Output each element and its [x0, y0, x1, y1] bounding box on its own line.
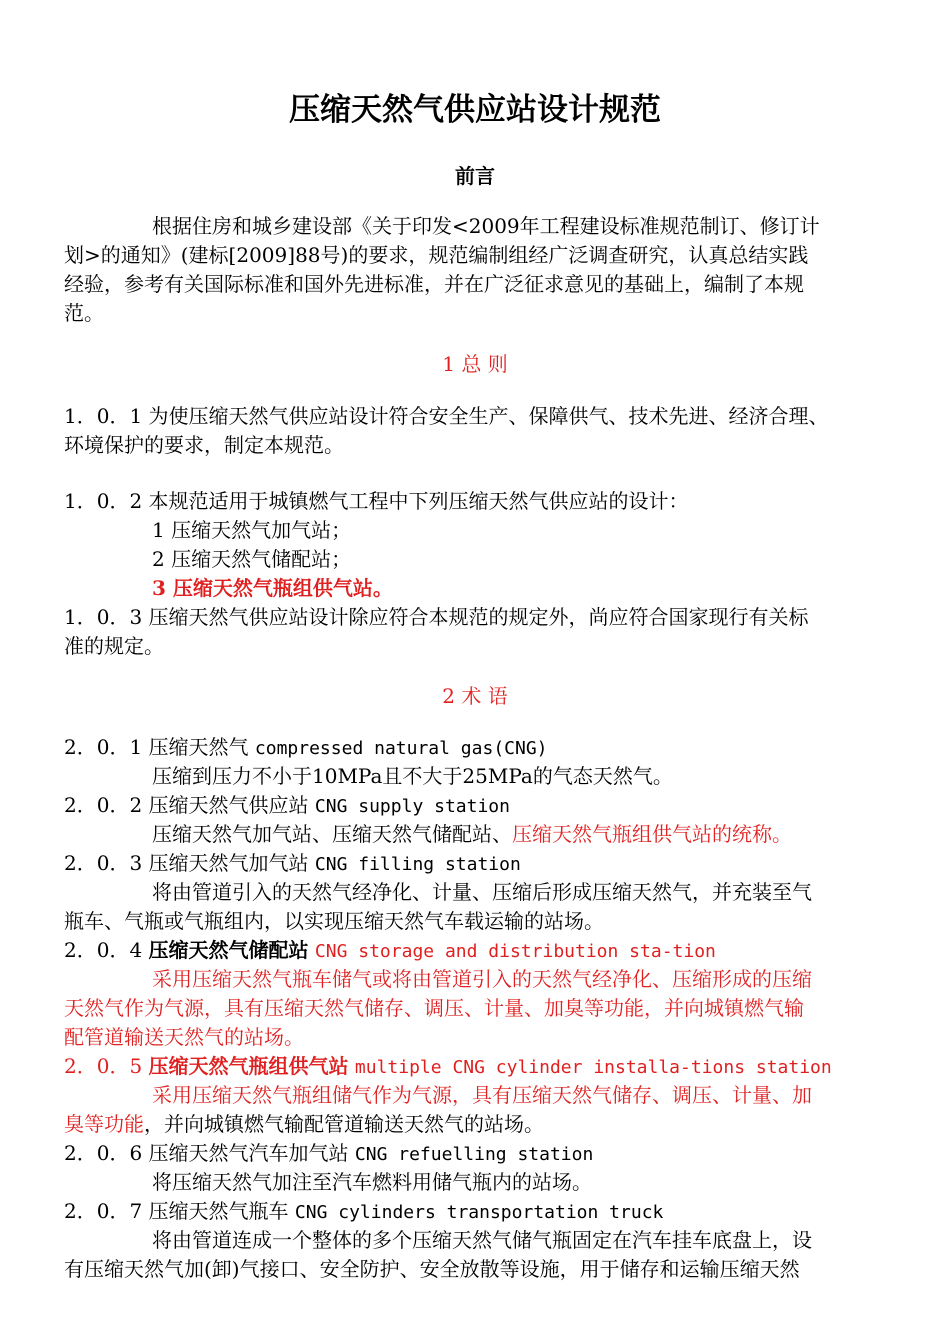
- list-item: 1 压缩天然气加气站；: [152, 518, 352, 542]
- term-definition: 将压缩天然气加注至汽车燃料用储气瓶内的站场。: [152, 1170, 592, 1194]
- preface-line: 经验，参考有关国际标准和国外先进标准，并在广泛征求意见的基础上，编制了本规: [64, 272, 804, 296]
- term-2-0-2: [64, 791, 510, 821]
- term-number: 2．0．2: [64, 793, 143, 817]
- term-definition: 采用压缩天然气瓶车储气或将由管道引入的天然气经净化、压缩形成的压缩: [152, 967, 812, 991]
- term-definition: [64, 1110, 544, 1139]
- clause-1-0-2: 1．0．2 本规范适用于城镇燃气工程中下列压缩天然气供应站的设计：: [64, 489, 689, 513]
- document-title: 压缩天然气供应站设计规范: [289, 92, 661, 128]
- term-en: CNG storage and distribution sta-tion: [314, 941, 716, 962]
- term-2-0-6: [64, 1139, 593, 1169]
- list-item: 2 压缩天然气储配站；: [152, 547, 352, 571]
- preface-line: 根据住房和城乡建设部《关于印发<2009年工程建设标准规范制订、修订计: [152, 214, 820, 238]
- term-number: 2．0．7: [64, 1199, 143, 1223]
- term-definition: 采用压缩天然气瓶组储气作为气源，具有压缩天然气储存、调压、计量、加: [152, 1083, 812, 1107]
- clause-1-0-1-cont: 环境保护的要求，制定本规范。: [64, 433, 344, 457]
- definition-text: ，并向城镇燃气输配管道输送天然气的站场。: [144, 1112, 544, 1136]
- term-zh: 压缩天然气汽车加气站: [148, 1141, 349, 1165]
- term-zh: 压缩天然气储配站: [148, 938, 309, 962]
- term-en: CNG cylinders transportation truck: [294, 1202, 664, 1223]
- term-definition: 天然气作为气源，具有压缩天然气储存、调压、计量、加臭等功能，并向城镇燃气输: [64, 996, 804, 1020]
- preface-line: 划>的通知》(建标[2009]88号)的要求，规范编制组经广泛调查研究，认真总结实践: [64, 243, 809, 267]
- term-zh: 压缩天然气瓶组供气站: [148, 1054, 349, 1078]
- term-definition: 将由管道连成一个整体的多个压缩天然气储气瓶固定在汽车挂车底盘上，设: [152, 1228, 812, 1252]
- term-2-0-4: [64, 936, 716, 966]
- term-definition: 有压缩天然气加(卸)气接口、安全防护、安全放散等设施，用于储存和运输压缩天然: [64, 1257, 800, 1281]
- list-item-highlighted: 3 压缩天然气瓶组供气站。: [152, 576, 393, 600]
- clause-1-0-3-cont: 准的规定。: [64, 634, 164, 658]
- clause-1-0-1: 1．0．1 为使压缩天然气供应站设计符合安全生产、保障供气、技术先进、经济合理、: [64, 404, 829, 428]
- term-number: 2．0．4: [64, 938, 143, 962]
- chapter-2-heading: 2 术 语: [442, 684, 508, 708]
- term-definition: 配管道输送天然气的站场。: [64, 1025, 304, 1049]
- term-en: CNG refuelling station: [354, 1144, 594, 1165]
- term-number: 2．0．6: [64, 1141, 143, 1165]
- term-2-0-3: [64, 849, 521, 879]
- definition-text-highlighted: 臭等功能: [64, 1112, 144, 1136]
- term-number: 2．0．1: [64, 735, 143, 759]
- term-2-0-5: [64, 1052, 832, 1082]
- term-definition: 瓶车、气瓶或气瓶组内，以实现压缩天然气车载运输的站场。: [64, 909, 604, 933]
- term-definition: [152, 820, 792, 849]
- term-number: 2．0．3: [64, 851, 143, 875]
- definition-text: 压缩天然气加气站、压缩天然气储配站、: [152, 822, 512, 846]
- term-zh: 压缩天然气: [148, 735, 249, 759]
- term-zh: 压缩天然气加气站: [148, 851, 309, 875]
- term-definition: 将由管道引入的天然气经净化、计量、压缩后形成压缩天然气，并充装至气: [152, 880, 812, 904]
- term-en: CNG supply station: [314, 796, 510, 817]
- term-2-0-7: [64, 1197, 663, 1227]
- chapter-1-heading: 1 总 则: [442, 352, 508, 376]
- definition-text-highlighted: 压缩天然气瓶组供气站的统称。: [512, 822, 792, 846]
- term-en: compressed natural gas(CNG): [254, 738, 548, 759]
- term-zh: 压缩天然气瓶车: [148, 1199, 289, 1223]
- clause-1-0-3: 1．0．3 压缩天然气供应站设计除应符合本规范的规定外，尚应符合国家现行有关标: [64, 605, 809, 629]
- term-definition: 压缩到压力不小于10MPa且不大于25MPa的气态天然气。: [152, 764, 673, 788]
- preface-line: 范。: [64, 301, 104, 325]
- term-en: CNG filling station: [314, 854, 521, 875]
- preface-heading: 前言: [455, 164, 495, 188]
- term-2-0-1: [64, 733, 548, 763]
- term-en: multiple CNG cylinder installa-tions station: [354, 1057, 832, 1078]
- term-number: 2．0．5: [64, 1054, 143, 1078]
- term-zh: 压缩天然气供应站: [148, 793, 309, 817]
